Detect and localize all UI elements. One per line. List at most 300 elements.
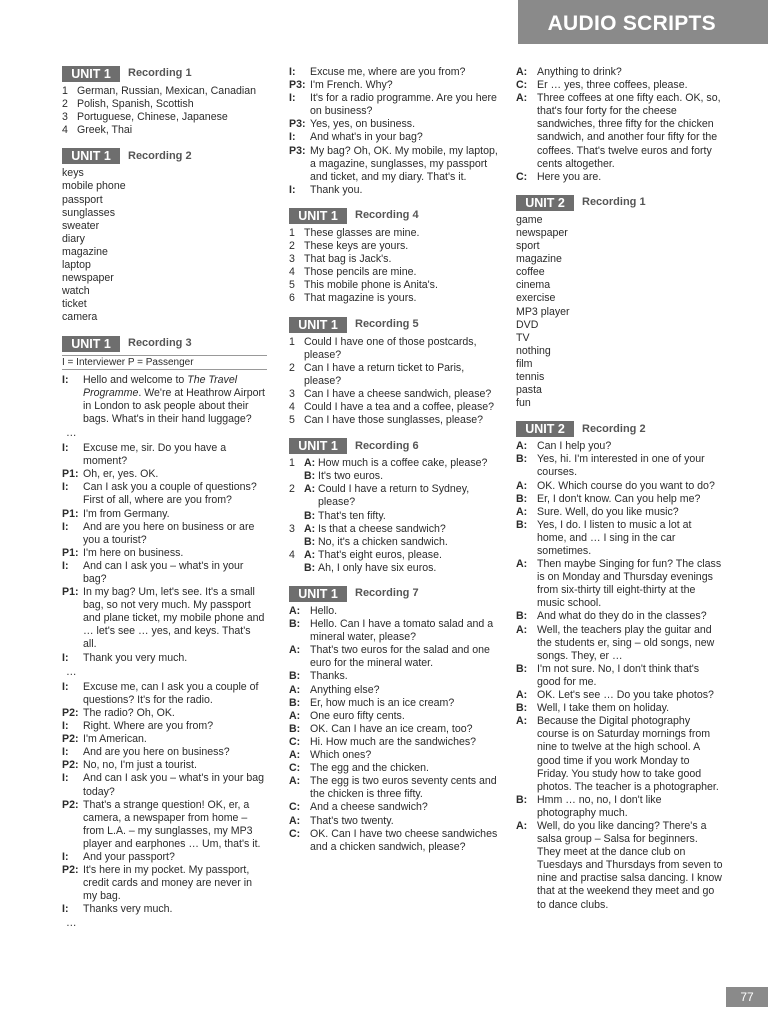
speaker-label: B: xyxy=(516,793,528,806)
speaker-label: P1: xyxy=(62,586,79,599)
dialogue-text: In my bag? Um, let's see. It's a small bag, so not very much. My passport and plane ticket, my mobile phone and … let's see … yes, and keys. That's all. xyxy=(83,586,265,651)
dialogue-line xyxy=(289,723,501,736)
line-number: 2 xyxy=(62,98,68,111)
numbered-line xyxy=(289,292,501,305)
line-text: Could I have one of those postcards, please? xyxy=(304,335,477,361)
dialogue-line xyxy=(516,519,723,558)
dialogue-line xyxy=(289,605,501,618)
dialogue-text: The radio? Oh, OK. xyxy=(83,706,175,719)
speaker-label: I: xyxy=(62,651,69,664)
dialogue-line xyxy=(516,610,723,623)
speaker-label: P2: xyxy=(62,864,79,877)
line-number: 4 xyxy=(289,266,295,279)
dialogue-line xyxy=(516,453,723,479)
dialogue-line xyxy=(289,66,501,79)
unit-badge: UNIT 1 xyxy=(289,317,347,333)
dialogue-text: Sure. Well, do you like music? xyxy=(537,505,679,518)
section-gap xyxy=(289,306,501,317)
speaker-label: P2: xyxy=(62,706,79,719)
unit-badge: UNIT 1 xyxy=(62,148,120,164)
recording-label: Recording 5 xyxy=(355,317,419,330)
numbered-line xyxy=(289,336,501,362)
speaker-label: I: xyxy=(289,92,296,105)
line-text: That magazine is yours. xyxy=(304,292,417,305)
script-line: film xyxy=(516,357,533,370)
script-line: camera xyxy=(62,311,98,324)
dialogue-text: And can I ask you – what's in your bag today? xyxy=(83,772,265,798)
dialogue-line xyxy=(289,184,501,197)
line-number: 2 xyxy=(289,483,295,496)
script-line: DVD xyxy=(516,318,539,331)
dialogue-text: Can I ask you a couple of questions? First of all, where are you from? xyxy=(83,481,257,507)
speaker-label: P3: xyxy=(289,118,306,131)
dialogue-text: It's for a radio programme. Are you here on business? xyxy=(310,92,497,118)
dialogue-line xyxy=(62,442,267,468)
speaker-label: B: xyxy=(289,618,301,631)
dialogue-text: It's here in my pocket. My passport, credit cards and money are never in my bag. xyxy=(83,864,252,903)
section-gap xyxy=(289,427,501,438)
column-1 xyxy=(62,66,267,933)
column-2 xyxy=(289,66,501,854)
dialogue-line xyxy=(62,851,267,864)
speaker-label: B: xyxy=(516,610,528,623)
speaker-label: P1: xyxy=(62,546,79,559)
ellipsis: … xyxy=(66,665,77,678)
recording-label: Recording 3 xyxy=(128,336,192,349)
dialogue-text: Yes, hi. I'm interested in one of your courses. xyxy=(537,453,705,479)
dialogue-text: Could I have a return to Sydney, please? xyxy=(318,483,470,509)
dialogue-text: And what's in your bag? xyxy=(310,131,423,144)
section-heading xyxy=(289,208,501,224)
dialogue-line xyxy=(62,903,267,916)
dialogue-text: That's eight euros, please. xyxy=(318,548,442,561)
dialogue-line xyxy=(516,92,723,171)
script-line: newspaper xyxy=(516,226,568,239)
dialogue-line xyxy=(62,481,267,507)
recording-label: Recording 4 xyxy=(355,209,419,222)
speaker-label: I: xyxy=(62,772,69,785)
line-number: 5 xyxy=(289,279,295,292)
numbered-line xyxy=(289,388,501,401)
line-number: 2 xyxy=(289,240,295,253)
dialogue-text: I'm American. xyxy=(83,733,147,746)
speaker-label: I: xyxy=(62,373,69,386)
dialogue-text: The egg is two euros seventy cents and the chicken is three fifty. xyxy=(310,775,497,801)
dialogue-line xyxy=(62,707,267,720)
dialogue-text: Thank you very much. xyxy=(83,651,188,664)
dialogue-line xyxy=(289,775,501,801)
dialogue-text: Anything to drink? xyxy=(537,66,622,78)
dialogue-text: Right. Where are you from? xyxy=(83,720,214,733)
speaker-label: P2: xyxy=(62,733,79,746)
dialogue-line xyxy=(62,720,267,733)
dialogue-line xyxy=(62,374,267,426)
speaker-label: A: xyxy=(289,644,301,657)
speaker-key: I = Interviewer P = Passenger xyxy=(62,355,267,370)
speaker-label: B: xyxy=(304,470,316,483)
speaker-label: B: xyxy=(516,492,528,505)
dialogue-text: One euro fifty cents. xyxy=(310,709,405,722)
script-line: ticket xyxy=(62,298,87,311)
numbered-line xyxy=(62,98,267,111)
header-banner xyxy=(518,0,768,44)
script-line: MP3 player xyxy=(516,305,570,318)
unit-badge: UNIT 1 xyxy=(289,438,347,454)
page-title: AUDIO SCRIPTS xyxy=(547,12,716,35)
line-number: 3 xyxy=(289,387,295,400)
dialogue-line xyxy=(62,772,267,798)
line-text: This mobile phone is Anita's. xyxy=(304,279,438,292)
line-text: These keys are yours. xyxy=(304,240,409,253)
script-line: sunglasses xyxy=(62,206,115,219)
script-line: passport xyxy=(62,193,103,206)
recording-label: Recording 2 xyxy=(582,422,646,435)
line-text: Those pencils are mine. xyxy=(304,266,417,279)
dialogue-line xyxy=(289,670,501,683)
line-text: Polish, Spanish, Scottish xyxy=(77,98,194,111)
speaker-label: P2: xyxy=(62,798,79,811)
dialogue-text: Which ones? xyxy=(310,749,372,762)
numbered-line xyxy=(62,124,267,137)
dialogue-line xyxy=(289,79,501,92)
speaker-label: I: xyxy=(62,746,69,759)
speaker-label: A: xyxy=(289,749,301,762)
line-number: 4 xyxy=(289,548,295,561)
unit-badge: UNIT 1 xyxy=(62,66,120,82)
speaker-label: C: xyxy=(516,79,528,92)
speaker-label: A: xyxy=(516,92,528,105)
dialogue-text: That's ten fifty. xyxy=(318,509,386,522)
script-line: cinema xyxy=(516,279,551,292)
dialogue-text: Hmm … no, no, I don't like photography much. xyxy=(537,793,662,819)
dialogue-text: My bag? Oh, OK. My mobile, my laptop, a magazine, sunglasses, my passport and ticket, and my diary. That's it. xyxy=(310,144,498,183)
dialogue-text: That's a strange question! OK, er, a camera, a newspaper from home – from L.A. – my sunglasses, my MP3 player and earphones … Um, that's it. xyxy=(83,798,261,850)
script-line: magazine xyxy=(62,245,108,258)
numbered-dialogue-line xyxy=(289,562,501,575)
section-heading xyxy=(516,421,723,437)
dialogue-text: OK. Can I have two cheese sandwiches and a chicken sandwich, please? xyxy=(310,827,498,853)
dialogue-line xyxy=(62,652,267,665)
dialogue-line xyxy=(289,92,501,118)
dialogue-line xyxy=(516,493,723,506)
line-text: These glasses are mine. xyxy=(304,226,420,239)
dialogue-text: It's two euros. xyxy=(318,470,384,483)
numbered-line xyxy=(289,401,501,414)
line-text: That bag is Jack's. xyxy=(304,253,392,266)
dialogue-text: Er, how much is an ice cream? xyxy=(310,696,455,709)
section-heading xyxy=(62,66,267,82)
unit-badge: UNIT 1 xyxy=(289,208,347,224)
dialogue-line xyxy=(516,171,723,184)
dialogue-text: Is that a cheese sandwich? xyxy=(318,522,446,535)
dialogue-line xyxy=(289,684,501,697)
ellipsis: … xyxy=(66,917,77,930)
speaker-label: A: xyxy=(289,775,301,788)
line-number: 4 xyxy=(289,400,295,413)
dialogue-text: Yes, yes, on business. xyxy=(310,118,416,131)
dialogue-line xyxy=(289,762,501,775)
script-line: magazine xyxy=(516,253,562,266)
line-text: Can I have a return ticket to Paris, please? xyxy=(304,361,465,387)
dialogue-text: And what do they do in the classes? xyxy=(537,610,707,623)
speaker-label: A: xyxy=(516,505,528,518)
dialogue-text: Yes, I do. I listen to music a lot at home, and … I sing in the car sometimes. xyxy=(537,518,692,557)
dialogue-line xyxy=(289,749,501,762)
speaker-label: I: xyxy=(62,680,69,693)
dialogue-line xyxy=(62,864,267,903)
line-number xyxy=(289,510,304,523)
dialogue-text: Excuse me, where are you from? xyxy=(310,66,466,78)
speaker-label: I: xyxy=(62,520,69,533)
line-number xyxy=(289,470,304,483)
line-number xyxy=(289,562,304,575)
speaker-label: A: xyxy=(516,715,528,728)
dialogue-text: Three coffees at one fifty each. OK, so, that's four forty for the cheese sandwiches, three fifty for the chicken sandwich, and another four fifty for the coffees. That's twelve euros and forty cents altogether. xyxy=(537,92,721,170)
dialogue-text: Hello. xyxy=(310,605,338,617)
unit-badge: UNIT 2 xyxy=(516,421,574,437)
dialogue-text: No, no, I'm just a tourist. xyxy=(83,759,197,772)
dialogue-text: Well, the teachers play the guitar and the students er, sing – old songs, new songs. They, er … xyxy=(537,623,715,662)
speaker-label: B: xyxy=(304,561,316,574)
speaker-label: I: xyxy=(62,481,69,494)
script-line: watch xyxy=(62,285,90,298)
dialogue-text: Well, do you like dancing? There's a salsa group – Salsa for beginners. They meet at the dance club on Tuesdays and Thursdays from seven to nine and practise salsa dancing. I know that at the weekend they meet and go to dance clubs. xyxy=(537,819,723,911)
dialogue-text: Because the Digital photography course is on Saturday mornings from nine to twelve at the high school. A good time if you work Monday to Friday. You study how to take good photos. The teacher is a photographer. xyxy=(537,715,719,793)
ellipsis: … xyxy=(66,426,77,439)
dialogue-line xyxy=(62,799,267,851)
script-line: nothing xyxy=(516,344,551,357)
speaker-label: B: xyxy=(516,702,528,715)
dialogue-text: That's two euros for the salad and one euro for the mineral water. xyxy=(310,644,490,670)
speaker-label: A: xyxy=(516,819,528,832)
dialogue-text: Hello. Can I have a tomato salad and a mineral water, please? xyxy=(310,618,494,644)
speaker-label: P1: xyxy=(62,507,79,520)
dialogue-line xyxy=(516,506,723,519)
recording-label: Recording 6 xyxy=(355,439,419,452)
numbered-dialogue-line xyxy=(289,470,501,483)
line-number: 6 xyxy=(289,292,295,305)
dialogue-text: That's two twenty. xyxy=(310,814,394,827)
speaker-label: I: xyxy=(62,559,69,572)
speaker-label: B: xyxy=(516,453,528,466)
speaker-label: A: xyxy=(304,548,316,561)
line-number: 1 xyxy=(289,335,295,348)
dialogue-text: Then maybe Singing for fun? The class is on Monday and Thursday evenings from six-thirty till eight-thirty at the music school. xyxy=(537,558,722,610)
script-line: coffee xyxy=(516,266,545,279)
dialogue-line xyxy=(516,558,723,610)
dialogue-text: And are you here on business or are you a tourist? xyxy=(83,520,255,546)
dialogue-text: No, it's a chicken sandwich. xyxy=(318,535,448,548)
section-heading xyxy=(516,195,723,211)
line-number: 1 xyxy=(289,457,295,470)
section-heading xyxy=(62,336,267,352)
numbered-dialogue-line xyxy=(289,536,501,549)
dialogue-text: Excuse me, sir. Do you have a moment? xyxy=(83,442,227,468)
dialogue-line xyxy=(516,794,723,820)
line-number: 2 xyxy=(289,361,295,374)
speaker-label: A: xyxy=(289,683,301,696)
recording-label: Recording 1 xyxy=(128,67,192,80)
speaker-label: I: xyxy=(289,131,296,144)
dialogue-text: And your passport? xyxy=(83,850,175,863)
dialogue-text: OK. Which course do you want to do? xyxy=(537,479,715,492)
dialogue-text: And are you here on business? xyxy=(83,746,230,759)
speaker-label: P1: xyxy=(62,468,79,481)
dialogue-text: And a cheese sandwich? xyxy=(310,801,428,814)
script-line: game xyxy=(516,213,543,226)
speaker-label: A: xyxy=(516,479,528,492)
dialogue-line xyxy=(516,440,723,453)
dialogue-text: Hi. How much are the sandwiches? xyxy=(310,735,477,748)
dialogue-text: How much is a coffee cake, please? xyxy=(318,457,488,470)
numbered-line xyxy=(62,111,267,124)
line-number: 3 xyxy=(289,253,295,266)
dialogue-text: I'm not sure. No, I don't think that's good for me. xyxy=(537,662,700,688)
speaker-label: I: xyxy=(62,903,69,916)
dialogue-text: Thanks. xyxy=(310,670,348,683)
speaker-label: B: xyxy=(289,670,301,683)
numbered-line xyxy=(289,240,501,253)
speaker-label: A: xyxy=(289,814,301,827)
numbered-line xyxy=(289,279,501,292)
dialogue-line xyxy=(62,733,267,746)
dialogue-line xyxy=(62,746,267,759)
speaker-label: B: xyxy=(304,535,316,548)
numbered-line xyxy=(289,362,501,388)
line-number: 3 xyxy=(62,111,68,124)
dialogue-line xyxy=(62,468,267,481)
speaker-label: B: xyxy=(304,509,316,522)
script-line: exercise xyxy=(516,292,556,305)
dialogue-text: Thanks very much. xyxy=(83,903,173,916)
dialogue-line xyxy=(289,118,501,131)
script-line: keys xyxy=(62,167,84,180)
dialogue-text: Well, I take them on holiday. xyxy=(537,702,670,715)
dialogue-line xyxy=(289,736,501,749)
dialogue-line xyxy=(289,644,501,670)
dialogue-line xyxy=(516,66,723,79)
dialogue-text: Can I help you? xyxy=(537,440,612,453)
numbered-line xyxy=(289,253,501,266)
line-number: 3 xyxy=(289,522,295,535)
speaker-label: I: xyxy=(62,850,69,863)
speaker-label: B: xyxy=(516,662,528,675)
dialogue-text: Here you are. xyxy=(537,170,602,183)
numbered-dialogue-line xyxy=(289,549,501,562)
dialogue-text: I'm here on business. xyxy=(83,546,184,559)
dialogue-line xyxy=(289,815,501,828)
dialogue-text: OK. Let's see … Do you take photos? xyxy=(537,689,714,702)
recording-label: Recording 1 xyxy=(582,196,646,209)
dialogue-line xyxy=(516,480,723,493)
dialogue-line xyxy=(289,710,501,723)
page-number: 77 xyxy=(726,987,768,1007)
unit-badge: UNIT 1 xyxy=(62,336,120,352)
speaker-label: A: xyxy=(289,605,301,617)
numbered-line xyxy=(289,266,501,279)
script-line: newspaper xyxy=(62,272,114,285)
dialogue-line xyxy=(289,697,501,710)
dialogue-text: Thank you. xyxy=(310,183,363,196)
speaker-label: I: xyxy=(289,66,296,78)
speaker-label: A: xyxy=(289,709,301,722)
dialogue-line xyxy=(62,521,267,547)
speaker-label: P3: xyxy=(289,79,306,92)
section-heading xyxy=(289,317,501,333)
section-heading xyxy=(289,586,501,602)
dialogue-text: Er, I don't know. Can you help me? xyxy=(537,492,701,505)
dialogue-line xyxy=(289,828,501,854)
dialogue-line xyxy=(62,681,267,707)
section-heading xyxy=(62,148,267,164)
dialogue-text: Oh, er, yes. OK. xyxy=(83,468,159,481)
dialogue-line xyxy=(62,586,267,651)
speaker-label: P3: xyxy=(289,144,306,157)
script-line: sport xyxy=(516,240,540,253)
dialogue-line xyxy=(62,508,267,521)
section-gap xyxy=(516,184,723,195)
programme-name: The Travel Programme xyxy=(83,373,238,399)
speaker-label: A: xyxy=(516,689,528,702)
dialogue-text: Excuse me, can I ask you a couple of questions? It's for the radio. xyxy=(83,680,259,706)
line-text: German, Russian, Mexican, Canadian xyxy=(77,85,257,97)
line-text: Can I have a cheese sandwich, please? xyxy=(304,387,492,400)
speaker-label: A: xyxy=(304,522,316,535)
dialogue-line xyxy=(289,801,501,814)
dialogue-line xyxy=(516,624,723,663)
dialogue-line xyxy=(62,560,267,586)
dialogue-text: OK. Can I have an ice cream, too? xyxy=(310,722,473,735)
speaker-label: A: xyxy=(516,66,528,78)
dialogue-text: I'm French. Why? xyxy=(310,79,393,92)
numbered-dialogue-line xyxy=(289,523,501,536)
unit-badge: UNIT 2 xyxy=(516,195,574,211)
speaker-label: I: xyxy=(62,442,69,455)
line-text: Could I have a tea and a coffee, please? xyxy=(304,400,495,413)
dialogue-line xyxy=(62,547,267,560)
section-gap xyxy=(289,575,501,586)
numbered-line xyxy=(289,227,501,240)
script-line: sweater xyxy=(62,219,100,232)
line-number: 1 xyxy=(62,85,68,97)
speaker-label: A: xyxy=(304,457,316,470)
dialogue-text: Ah, I only have six euros. xyxy=(318,561,437,574)
dialogue-text: And can I ask you – what's in your bag? xyxy=(83,559,244,585)
section-gap xyxy=(516,410,723,421)
line-number: 1 xyxy=(289,226,295,239)
dialogue-line xyxy=(516,702,723,715)
speaker-label: C: xyxy=(516,170,528,183)
section-gap xyxy=(289,197,501,208)
line-text: Greek, Thai xyxy=(77,124,133,137)
unit-badge: UNIT 1 xyxy=(289,586,347,602)
dialogue-text: Anything else? xyxy=(310,683,380,696)
dialogue-line xyxy=(516,715,723,794)
section-gap xyxy=(62,325,267,336)
section-gap xyxy=(62,137,267,148)
dialogue-text: I'm from Germany. xyxy=(83,507,170,520)
dialogue-line xyxy=(516,79,723,92)
dialogue-line xyxy=(62,759,267,772)
line-text: Portuguese, Chinese, Japanese xyxy=(77,111,228,124)
line-number: 4 xyxy=(62,124,68,137)
numbered-line xyxy=(62,85,267,98)
section-heading xyxy=(289,438,501,454)
speaker-label: B: xyxy=(516,518,528,531)
speaker-label: C: xyxy=(289,735,301,748)
speaker-label: A: xyxy=(516,558,528,571)
script-line: TV xyxy=(516,331,530,344)
